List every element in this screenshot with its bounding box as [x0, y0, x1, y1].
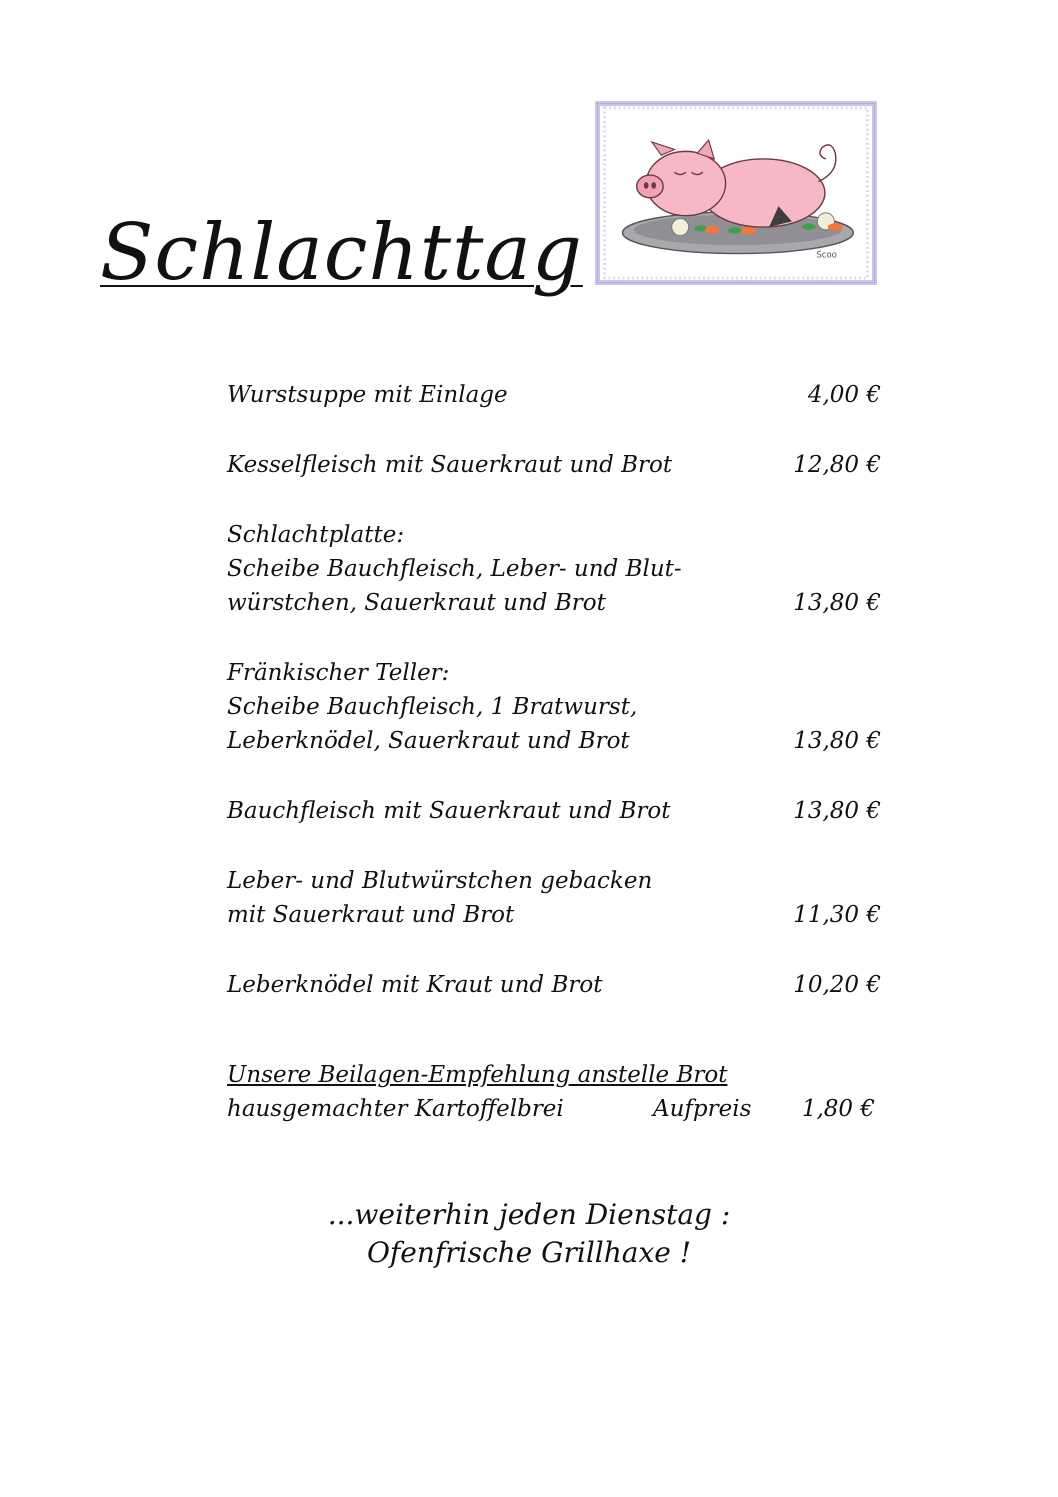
menu-item-line: Leberknödel, Sauerkraut und Brot [227, 728, 630, 754]
roast-pig-on-platter-icon [600, 106, 872, 280]
footer-line-2: Ofenfrische Grillhaxe ! [366, 1236, 692, 1269]
menu-item-line: Leber- und Blutwürstchen gebacken [227, 868, 653, 894]
menu-item-line: mit Sauerkraut und Brot [227, 902, 515, 928]
menu-item-line: Leberknödel mit Kraut und Brot [227, 972, 603, 998]
recommendation-title: Unsere Beilagen-Empfehlung anstelle Brot [227, 1062, 728, 1088]
menu-list [227, 378, 887, 1126]
menu-item-line: Bauchfleisch mit Sauerkraut und Brot [227, 798, 671, 824]
menu-item [227, 864, 887, 932]
footer-line-1: ...weiterhin jeden Dienstag : [327, 1198, 731, 1231]
menu-item-line: Scheibe Bauchfleisch, Leber- und Blut- [227, 556, 682, 582]
recommendation-row [227, 1092, 887, 1126]
artist-signature: Scoo [816, 250, 837, 261]
menu-item [227, 448, 887, 482]
menu-item-price: 13,80 € [793, 798, 881, 824]
pig-illustration [595, 101, 877, 285]
menu-item-price: 10,20 € [793, 972, 881, 998]
menu-item-line: Scheibe Bauchfleisch, 1 Bratwurst, [227, 694, 638, 720]
menu-item-line: Kesselfleisch mit Sauerkraut und Brot [227, 452, 673, 478]
menu-item-line: Fränkischer Teller: [227, 660, 450, 686]
menu-item [227, 378, 887, 412]
menu-item [227, 518, 887, 620]
menu-item-price: 11,30 € [793, 902, 881, 928]
menu-item-price: 12,80 € [793, 452, 881, 478]
menu-item-line: würstchen, Sauerkraut und Brot [227, 590, 606, 616]
menu-item-price: 13,80 € [793, 728, 881, 754]
recommendation-price: 1,80 € [801, 1096, 875, 1122]
menu-item-line: Schlachtplatte: [227, 522, 405, 548]
menu-item [227, 794, 887, 828]
recommendation-item: hausgemachter Kartoffelbrei [227, 1096, 564, 1122]
menu-item-price: 13,80 € [793, 590, 881, 616]
recommendation-note: Aufpreis [653, 1096, 752, 1122]
menu-item [227, 968, 887, 1002]
page-title: Schlachttag [100, 208, 583, 298]
menu-item-line: Wurstsuppe mit Einlage [227, 382, 508, 408]
menu-item-price: 4,00 € [807, 382, 881, 408]
footer-note [0, 1196, 1058, 1272]
menu-item [227, 656, 887, 758]
